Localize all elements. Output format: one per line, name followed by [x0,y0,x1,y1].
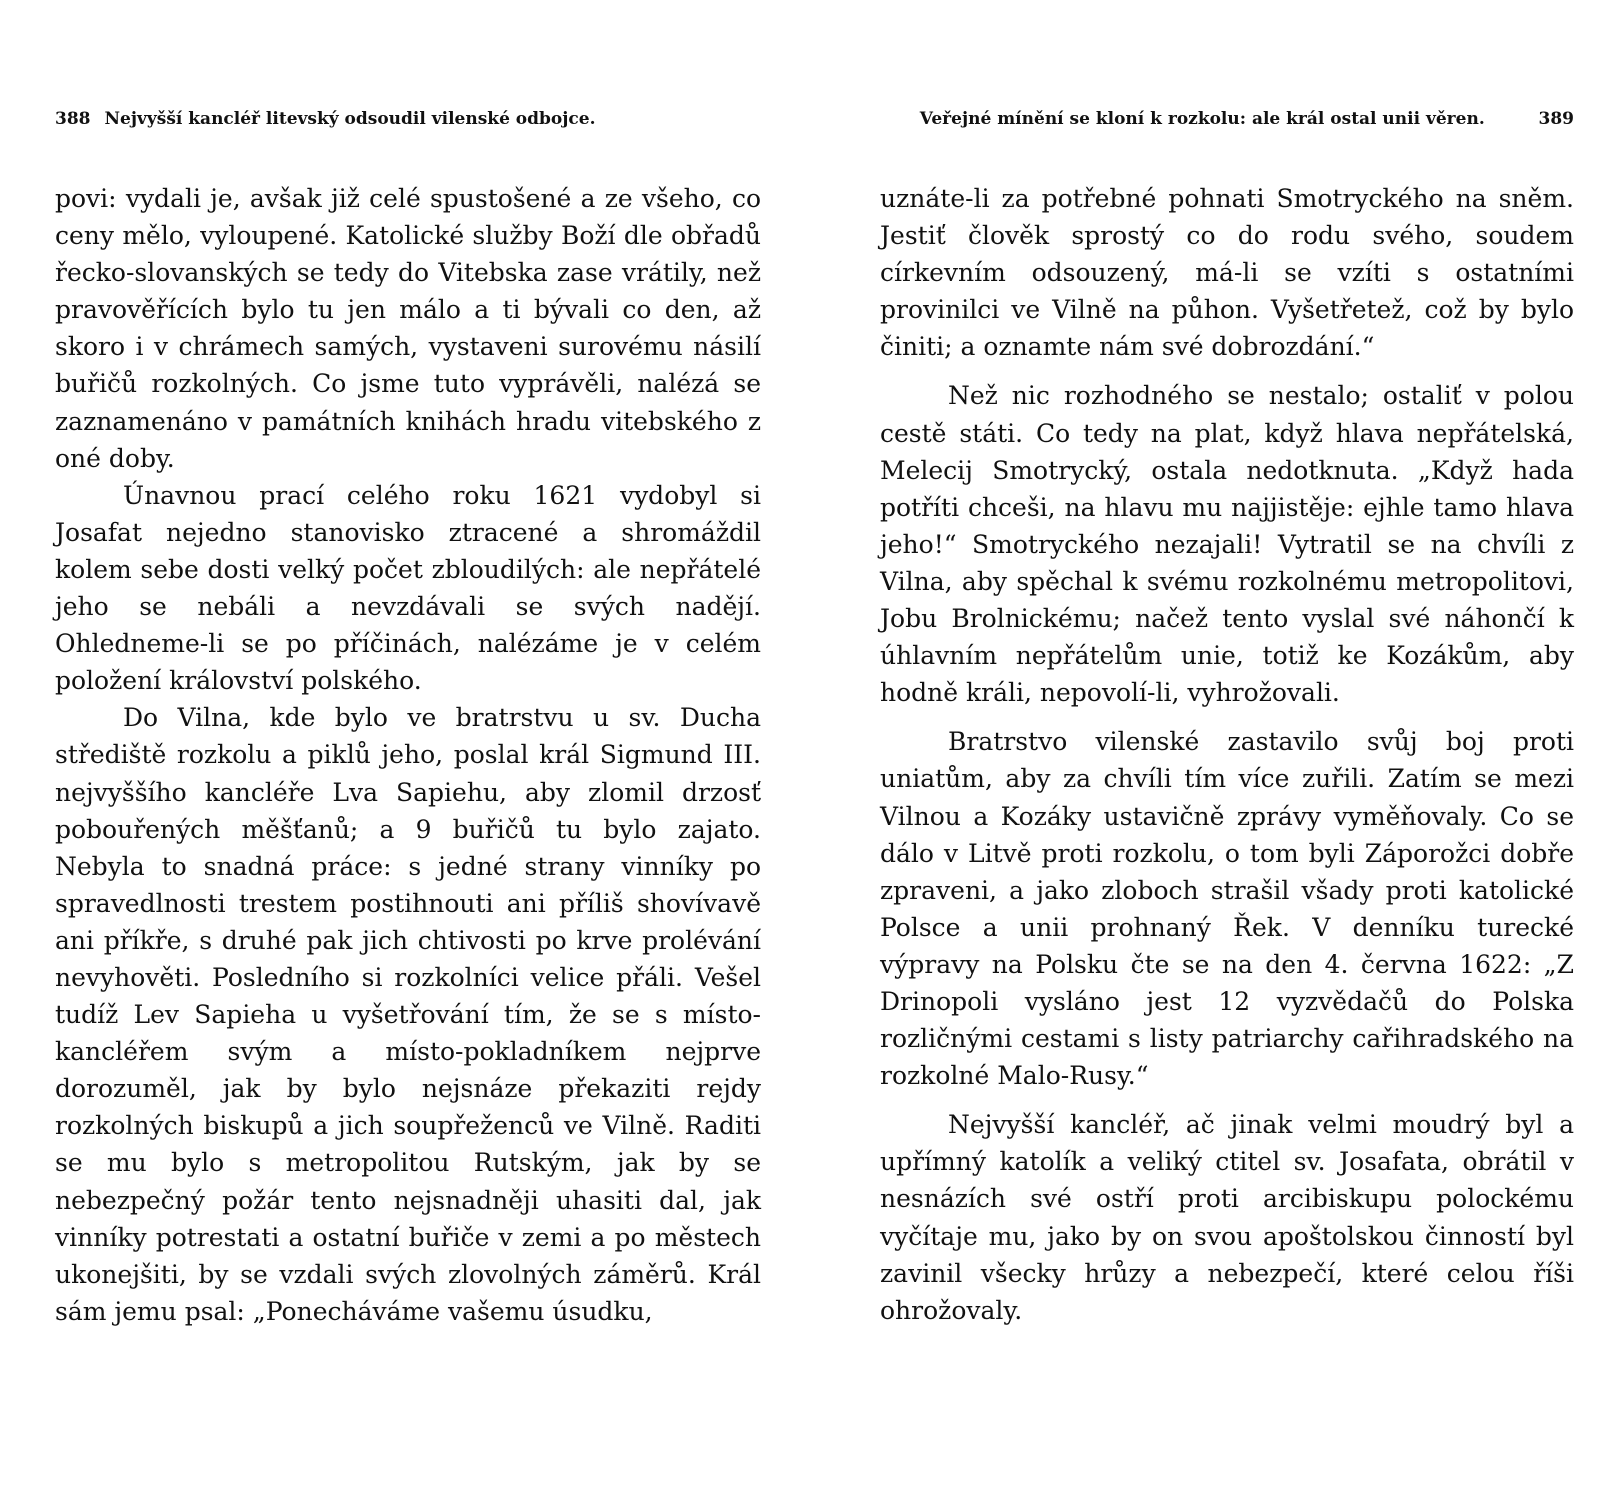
left-page [55,0,761,1501]
right-running-head [880,108,1574,130]
paragraph: Únavnou prací celého roku 1621 vydobyl si Josafat nejedno stanovisko ztracené a shromáždil kolem sebe dosti velký počet zbloudilých: ale nepřátelé jeho se nebáli a nevzdávali se svých nadějí. Ohledneme-li se po příčinách, nalézáme je v celém položení království polského. [55,480,761,696]
running-head-text: Veřejné mínění se kloní k rozkolu: ale král ostal unii věren. [919,109,1485,129]
paragraph: Do Vilna, kde bylo ve bratrstvu u sv. Ducha střediště rozkolu a piklů jeho, poslal král Sigmund III. nejvyššího kancléře Lva Sapiehu, aby zlomil drzosť pobouřených měšťanů; a 9 buřičů tu bylo zajato. Nebyla to snadná práce: s jedné strany vinníky po spravedlnosti trestem postihnouti ani příliš shovívavě ani příkře, s druhé pak jich chtivosti po krve prolévání nevyhověti. Posledního si rozkolníci velice přáli. Vešel tudíž Lev Sapieha u vyšetřování tím, že se s místo-kancléřem svým a místo-pokladníkem nejprve dorozuměl, jak by bylo nejsnáze překaziti rejdy rozkolných biskupů a jich soupřeženců ve Vilně. Raditi se mu bylo s metropolitou Rutským, jak by se nebezpečný požár tento nejsnadněji uhasiti dal, jak vinníky potrestati a ostatní buřiče v zemi a po městech ukonejšiti, by se vzdali svých zlovolných záměrů. Král sám jemu psal: „Ponecháváme vašemu úsudku, [55,703,761,1326]
left-running-head [55,108,761,130]
paragraph: Nejvyšší kancléř, ač jinak velmi moudrý byl a upřímný katolík a veliký ctitel sv. Josafata, obrátil v nesnázích své ostří proti arcibiskupu polockému vyčítaje mu, jako by on svou apoštolskou činností byl zavinil všecky hrůzy a nebezpečí, které celou říši ohrožovaly. [880,1110,1574,1325]
left-body-text [55,180,761,1330]
page-number: 389 [1538,109,1574,129]
right-body-text [880,180,1574,1329]
right-page [880,0,1574,1501]
paragraph: Než nic rozhodného se nestalo; ostaliť v polou cestě státi. Co tedy na plat, když hlava nepřátelská, Melecij Smotrycký, ostala nedotknuta. „Když hada potříti chceši, na hlavu mu najjistěje: ejhle tamo hlava jeho!“ Smotryckého nezajali! Vytratil se na chvíli z Vilna, aby spěchal k svému rozkolnému metropolitovi, Jobu Brolnickému; načež tento vyslal své náhončí k úhlavním nepřátelům unie, totiž ke Kozákům, aby hodně králi, nepovolí-li, vyhrožovali. [880,381,1574,708]
paragraph: Bratrstvo vilenské zastavilo svůj boj proti uniatům, aby za chvíli tím více zuřili. Zatím se mezi Vilnou a Kozáky ustavičně zprávy vyměňovaly. Co se dálo v Litvě proti rozkolu, o tom byli Záporožci dobře zpraveni, a jako zloboch strašil všady proti katolické Polsce a unii prohnaný Řek. V denníku turecké výpravy na Polsku čte se na den 4. června 1622: „Z Drinopoli vysláno jest 12 vyzvědačů do Polska rozličnými cestami s listy patriarchy cařihradského na rozkolné Malo-Rusy.“ [880,727,1574,1091]
paragraph: uznáte-li za potřebné pohnati Smotryckého na sněm. Jestiť člověk sprostý co do rodu svého, soudem církevním odsouzený, má-li se vzíti s ostatními provinilci ve Vilně na půhon. Vyšetřetež, což by bylo činiti; a oznamte nám své dobrozdání.“ [880,184,1574,362]
running-head-text: Nejvyšší kancléř litevský odsoudil vilenské odbojce. [104,109,596,129]
paragraph: povi: vydali je, avšak již celé spustošené a ze všeho, co ceny mělo, vyloupené. Katolické služby Boží dle obřadů řecko-slovanských se tedy do Vitebska zase vrátily, než pravověřících bylo tu jen málo a ti bývali co den, až skoro i v chrámech samých, vystaveni surovému násilí buřičů rozkolných. Co jsme tuto vyprávěli, nalézá se zaznamenáno v památních knihách hradu vitebského z oné doby. [55,184,761,473]
page-number: 388 [55,109,91,129]
